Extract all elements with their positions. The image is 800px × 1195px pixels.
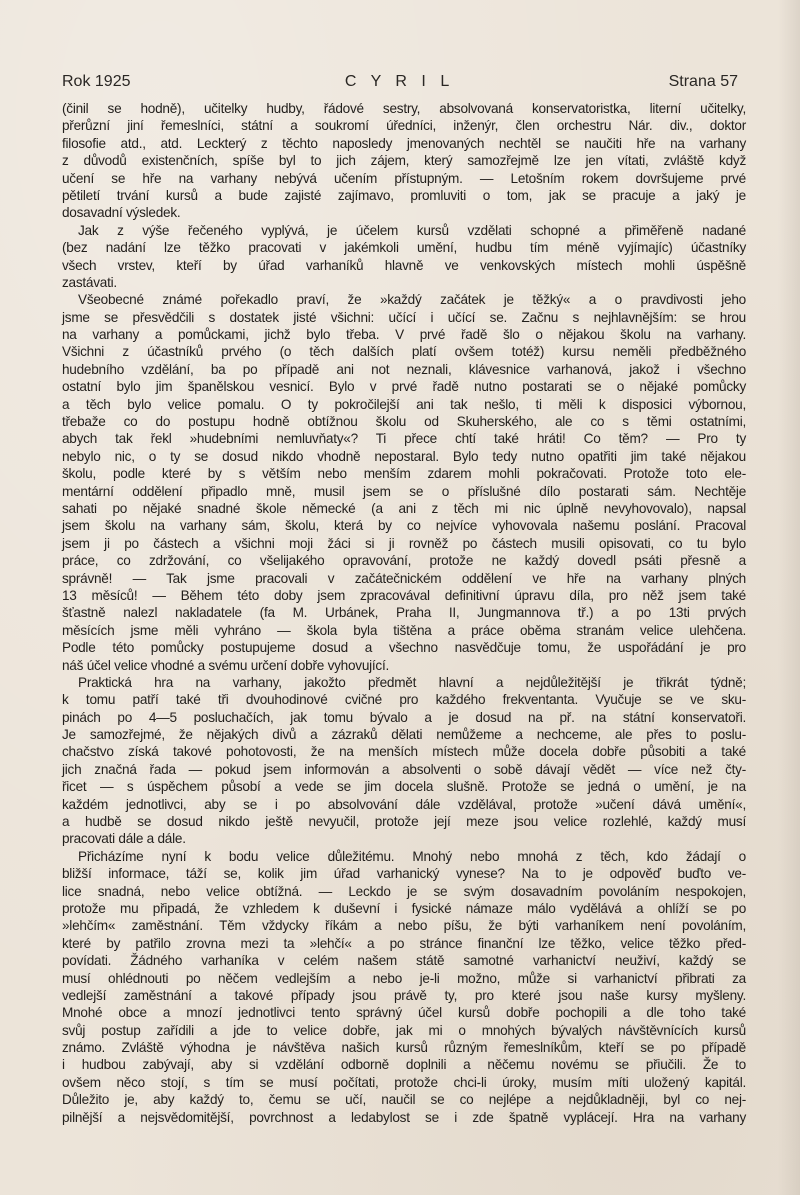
header-year: Rok 1925 [62,73,131,90]
text-line: ovšem něco stojí, s tím se musí počítati, protože chci-li úroky, musím míti uložený kapitál. [62,1074,746,1090]
text-line: Podle této pomůcky postupujeme dosud a všechno nasvědčuje tomu, že uspořádání je pro [62,640,746,656]
text-line: filosofie atd., atd. Leckterý z těchto naposledy jmenovaných nechtěl se naučiti hře na varhany [62,135,746,151]
text-line: jsem školu na varhany sám, školu, která by co nejvíce vyhovovala našemu poslání. Pracoval [62,518,746,534]
text-line: a hudbě se dosud nikdo ještě nevyučil, protože její meze jsou velice rozlehlé, každý musí [62,814,746,830]
text-line: jsme se přesvědčili s dostatek jisté všichni: učící i učící se. Začnu s nejhlavnějším: se hrou [62,309,746,325]
article-body [62,100,746,1126]
text-line: školu, podle které by s větším nebo menším zdarem mohli pokračovati. Protože toto ele- [62,466,746,482]
header-journal-title: C Y R I L [344,73,455,90]
text-line: na varhany a pomůckami, jichž bylo třeba. V prvé řadě šlo o nějakou školu na varhany. [62,327,746,343]
text-line: pětiletí trvání kursů a bude zajisté zajímavo, promluviti o tom, jak se pracuje a jaký je [62,187,746,203]
text-line: hudebního vzdělání, ba po případě ani not neznali, klávesnice varhanová, jakož i všechno [62,361,746,377]
text-line: pilnější a nejsvědomitější, povrchnost a ledabylost se i zde špatně vyplácejí. Hra na varhany [62,1109,746,1125]
text-line: všech vrstev, kteří by úřad varhaníků hlavně ve venkovských místech mohli úspěšně [62,257,746,273]
text-line: k tomu patří také tři dvouhodinové cvičné pro každého frekventanta. Vyučuje se ve sku- [62,692,746,708]
text-line: sahati po nějaké snadné škole německé (a ani z těch mi nic úplně nevyhovovalo), napsal [62,500,746,516]
text-line: Všeobecné známé pořekadlo praví, že »každý začátek je těžký« a o pravdivosti jeho [78,292,746,308]
text-line: bližší informace, táží se, kolik jim úřad varhanický vynese? Na to je odpověď buďto ve- [62,866,746,882]
text-line: přerůzní jiní řemeslníci, státní a soukromí úředníci, inženýr, člen orchestru Nár. div., doktor [62,118,746,134]
text-line: pracovati dále a dále. [62,831,186,847]
text-line: každém jednotlivci, aby se i po absolvování dále vzdělával, protože »učení dává umění«, [62,796,746,812]
text-line: jsem ji po částech a všichni moji žáci si ji rovněž po částech musili opisovati, co tu bylo [62,535,746,551]
text-line: nebylo nic, o ty se dosud nikdo vhodně nepostaral. Bylo tedy nutno opatřiti jim také nějakou [62,448,746,464]
text-line: správně! — Tak jsme pracovali v začátečnickém oddělení ve hře na varhany plných [62,570,746,586]
running-header [62,73,738,91]
text-line: Důležito je, aby každý to, čemu se učí, naučil se co nejlépe a nejdůkladněji, byl co nej- [62,1092,746,1108]
text-line: a těch bylo velice pomalu. O ty pokročilejší ani tak nešlo, ti měli k disposici výbornou, [62,396,746,412]
text-line: Je samozřejmé, že nějakých divů a zázraků dělati nemůžeme a nechceme, ale přes to poslu- [62,727,746,743]
text-line: Praktická hra na varhany, jakožto předmět hlavní a nejdůležitější je třikrát týdně; [78,674,746,690]
text-line: lice snadná, nebo velice obtížná. — Leckdo je se svým dosavadním povoláním nespokojen, [62,883,746,899]
header-page-number: Strana 57 [668,73,738,90]
text-line: ostatní bylo jim španělskou vesnicí. Bylo v prvé řadě nutno postarati se o nějaké pomůcky [62,379,746,395]
text-line: měsících jsme měli vyhráno — škola byla tištěna a práce oběma stranám velice ulehčena. [62,622,746,638]
text-line: chačstvo získá takové pohotovosti, že na menších místech může docela dobře působiti a také [62,744,746,760]
text-line: Všichni z účastníků prvého (o těch dalších platí ovšem totéž) kursu neměli předběžného [62,344,746,360]
text-line: i hudbou zabývají, aby si vzdělání odborně doplnili a něčemu novému se přiučili. Že to [62,1057,746,1073]
text-line: řicet — s úspěchem působí a vede se jim docela slušně. Protože se jedná o umění, je na [62,779,746,795]
text-line: jich značná řada — pokud jsem informován a absolventi o sobě dávají vědět — více než čty- [62,761,746,777]
text-line: 13 měsíců! — Během této doby jsem zpracovával definitivní úpravu díla, pro něž jsem také [62,587,746,603]
text-line: Jak z výše řečeného vyplývá, je účelem kursů vzdělati schopné a přiměřeně nadané [78,222,746,238]
text-line: protože mu připadá, že vzhledem k duševní i fysické námaze málo vydělává a ohlíží se po [62,900,746,916]
text-line: náš účel velice vhodné a svému určení dobře vyhovující. [62,657,390,673]
text-line: třebaže co do postupu hodně obtížnou školu od Skuherského, ale co s těmi ostatními, [62,414,746,430]
text-line: »lehčím« zaměstnání. Těm vždycky říkám a nebo píšu, že býti varhaníkem není povoláním, [62,918,746,934]
text-line: svůj postup zařídili a jde to velice dobře, jak mi o mnohých bývalých návštěvnících kursů [62,1022,746,1038]
text-line: učení se hře na varhany nebývá učením přístupným. — Letošním rokem dovršujeme prvé [62,170,746,186]
text-line: zastávati. [62,274,117,290]
text-line: musí ohlédnouti po něčem vedlejším a nebo je-li možno, může si varhanictví přibrati za [62,970,746,986]
text-line: dosavadní výsledek. [62,205,181,221]
text-line: Přicházíme nyní k bodu velice důležitému. Mnohý nebo mnohá z těch, kdo žádají o [78,848,746,864]
text-line: práce, co zdržování, co všelijakého opravování, protože ne každý dovedl psáti přesně a [62,553,746,569]
text-line: z důvodů existenčních, spíše byl to jich zájem, který samozřejmě lze jen vítati, zvláště když [62,153,746,169]
page-edge-shadow [778,0,800,1195]
text-line: Mnohé obce a mnozí jednotlivci tento správný účel kursů dobře pochopili a dle toho také [62,1005,746,1021]
text-line: které by patřilo zrovna mezi ta »lehčí« a po stránce finanční lze těžko, velice těžko před- [62,935,746,951]
text-line: vedlejší zaměstnání a takové případy jsou právě ty, pro které jsou naše kursy myšleny. [62,987,746,1003]
text-line: (činil se hodně), učitelky hudby, řádové sestry, absolvovaná konservatoristka, literní učitelky, [62,101,746,116]
text-line: (bez nadání lze těžko pracovati v jakémkoli umění, hudbu tím méně vyjímajíc) účastníky [62,240,746,256]
text-line: povídati. Žádného varhaníka v celém našem státě samotné varhanictví neuživí, každý se [62,953,746,969]
text-line: mentární oddělení připadlo mně, musil jsem se o příslušné dílo postarati sám. Nechtěje [62,483,746,499]
text-line: abych tak řekl »hudebními nemluvňaty«? Ti přece chtí také hráti! Co těm? — Pro ty [62,431,746,447]
text-line: pinách po 4—5 posluchačích, jak tomu bývalo a je dosud na př. na státní konservatoři. [62,709,746,725]
text-line: šťastně nalezl nakladatele (fa M. Urbánek, Praha II, Jungmannova tř.) a po 13ti prvých [62,605,746,621]
text-line: známo. Zvláště výhodna je návštěva našich kursů různým řemeslníkům, kteří se po případě [62,1040,746,1056]
